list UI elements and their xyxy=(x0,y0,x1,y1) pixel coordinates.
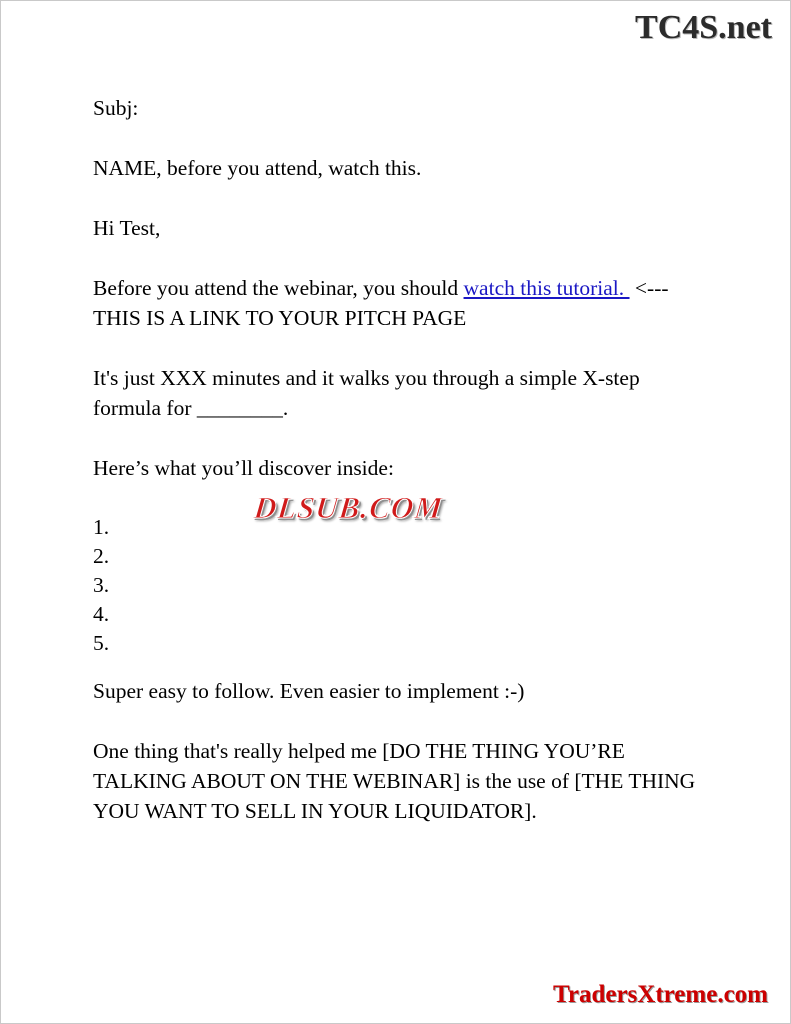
numbered-list xyxy=(93,513,703,658)
list-item: 3. xyxy=(93,573,110,597)
list-item: 4. xyxy=(93,602,110,626)
intro-suffix: <--- THIS IS A LINK TO YOUR PITCH PAGE xyxy=(93,276,674,330)
document-body xyxy=(93,93,703,856)
list-item: 1. xyxy=(93,515,110,539)
subject-label: Subj: xyxy=(93,96,139,120)
tutorial-link[interactable]: watch this tutorial. xyxy=(463,276,630,300)
list-item: 5. xyxy=(93,631,110,655)
list-item: 2. xyxy=(93,544,110,568)
subject-line: NAME, before you attend, watch this. xyxy=(93,156,422,180)
closing-paragraph: One thing that's really helped me [DO THE THING YOU’RE TALKING ABOUT ON THE WEBINAR] is the use of [THE THING YOU WANT TO SELL IN YOUR LIQUIDATOR]. xyxy=(93,739,700,823)
greeting: Hi Test, xyxy=(93,216,161,240)
duration-paragraph: It's just XXX minutes and it walks you through a simple X-step formula for ________. xyxy=(93,366,646,420)
intro-prefix: Before you attend the webinar, you should xyxy=(93,276,464,300)
site-brand-bottom: TradersXtreme.com xyxy=(553,981,768,1008)
watermark-text: DLSUB.COM xyxy=(252,490,445,525)
easy-paragraph: Super easy to follow. Even easier to implement :-) xyxy=(93,679,525,703)
site-brand-top: TC4S.net xyxy=(635,9,772,46)
discover-paragraph: Here’s what you’ll discover inside: xyxy=(93,456,394,480)
intro-paragraph xyxy=(93,273,703,333)
